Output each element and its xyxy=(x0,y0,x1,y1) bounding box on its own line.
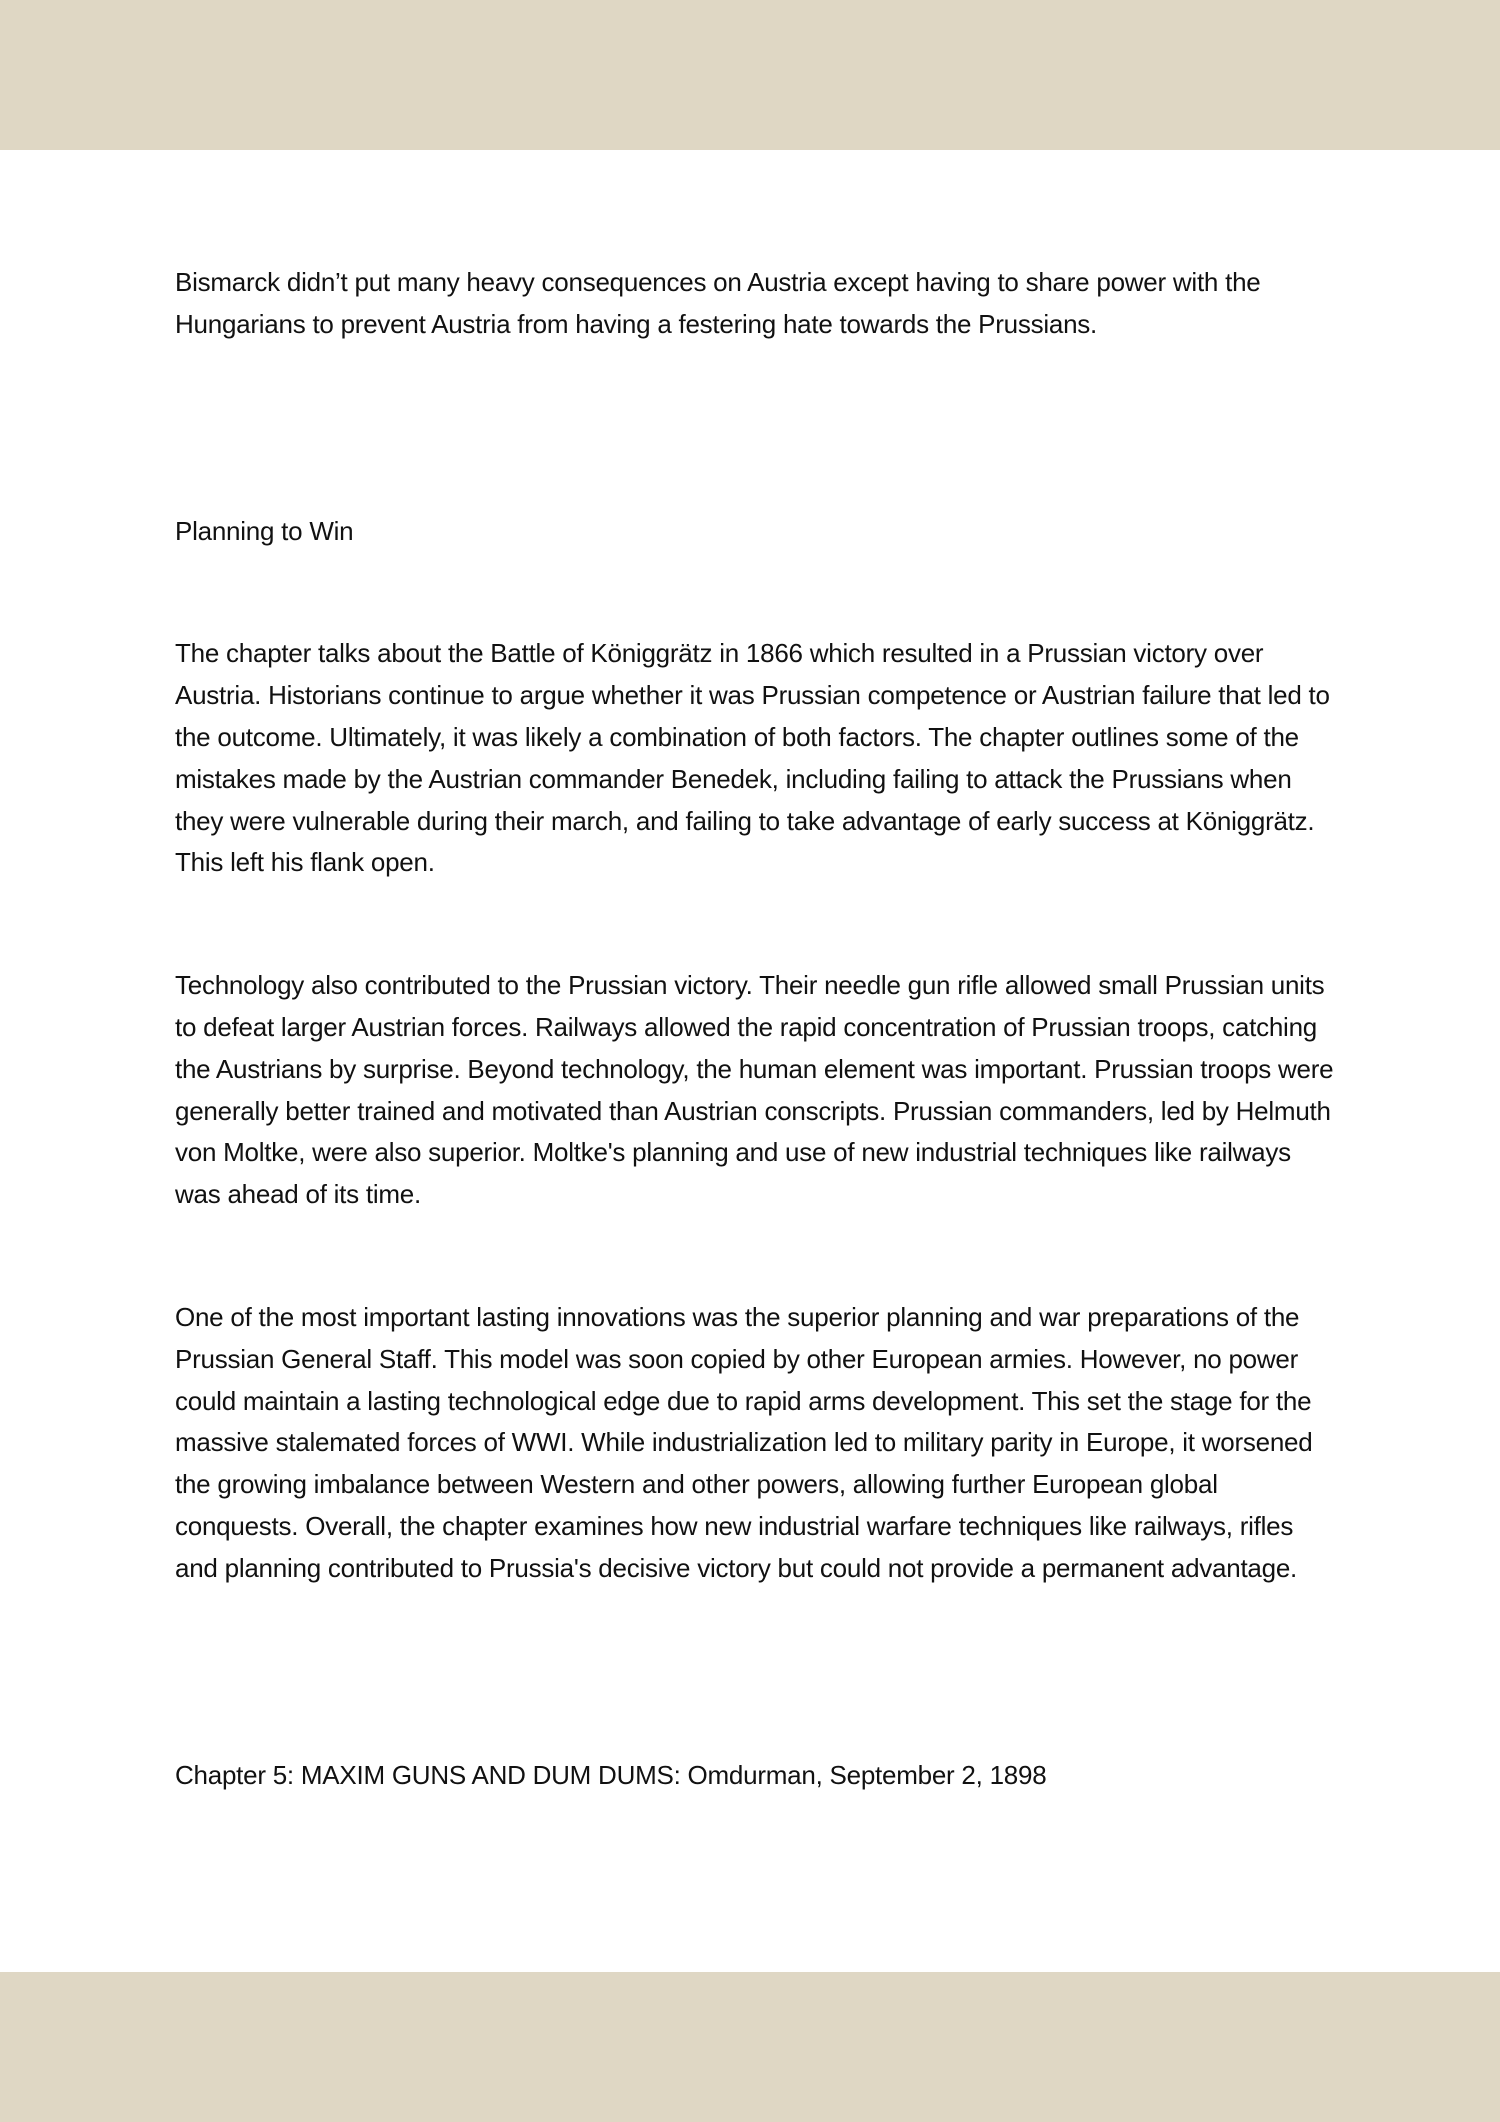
chapter-heading: Chapter 5: MAXIM GUNS AND DUM DUMS: Omdurman, September 2, 1898 xyxy=(175,1759,1047,1790)
body-paragraph: One of the most important lasting innovations was the superior planning and war preparations of the Prussian General Staff. This model was soon copied by other European armies. However, no power could maintain a lasting technological edge due to rapid arms development. This set the stage for the massive stalemated forces of WWI. While industrialization led to military parity in Europe, it worsened the growing imbalance between Western and other powers, allowing further European global conquests. Overall, the chapter examines how new industrial warfare techniques like railways, rifles and planning contributed to Prussia's decisive victory but could not provide a permanent advantage. xyxy=(175,1301,1313,1583)
bottom-page-band xyxy=(0,1972,1500,2122)
body-paragraph: Technology also contributed to the Prussian victory. Their needle gun rifle allowed small Prussian units to defeat larger Austrian forces. Railways allowed the rapid concentration of Prussian troops, catching the Austrians by surprise. Beyond technology, the human element was important. Prussian troops were generally better trained and motivated than Austrian conscripts. Prussian commanders, led by Helmuth von Moltke, were also superior. Moltke's planning and use of new industrial techniques like railways was ahead of its time. xyxy=(175,970,1334,1210)
document-body xyxy=(175,262,1335,1796)
section-heading: Planning to Win xyxy=(175,515,354,546)
intro-paragraph: Bismarck didn’t put many heavy consequences on Austria except having to share power with the Hungarians to prevent Austria from having a festering hate towards the Prussians. xyxy=(175,267,1261,339)
top-page-band xyxy=(0,0,1500,150)
body-paragraph: The chapter talks about the Battle of Königgrätz in 1866 which resulted in a Prussian victory over Austria. Historians continue to argue whether it was Prussian competence or Austrian failure that led to the outcome. Ultimately, it was likely a combination of both factors. The chapter outlines some of the mistakes made by the Austrian commander Benedek, including failing to attack the Prussians when they were vulnerable during their march, and failing to take advantage of early success at Königgrätz. This left his flank open. xyxy=(175,638,1330,878)
